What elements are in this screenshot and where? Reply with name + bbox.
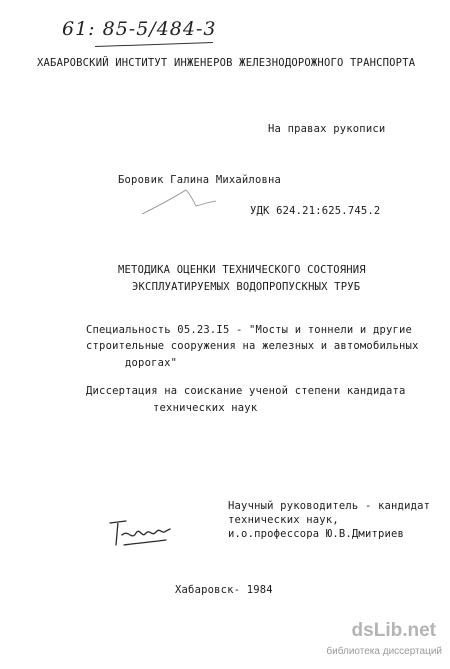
handwritten-signature xyxy=(104,515,176,551)
manuscript-rights-note: На правах рукописи xyxy=(268,123,386,135)
watermark xyxy=(326,620,450,669)
dissertation-degree-line2: технических наук xyxy=(153,402,258,414)
author-name: Боровик Галина Михайловна xyxy=(118,174,282,186)
dissertation-title-line1: МЕТОДИКА ОЦЕНКИ ТЕХНИЧЕСКОГО СОСТОЯНИЯ xyxy=(118,264,366,276)
supervisor-line3: и.о.профессора Ю.В.Дмитриев xyxy=(228,528,405,540)
supervisor-line1: Научный руководитель - кандидат xyxy=(228,500,431,512)
supervisor-line2: технических наук, xyxy=(228,514,339,526)
archive-underline xyxy=(95,42,213,47)
institution-heading: ХАБАРОВСКИЙ ИНСТИТУТ ИНЖЕНЕРОВ ЖЕЛЕЗНОДОРОЖНОГО ТРАНСПОРТА xyxy=(37,57,416,69)
specialty-line2: строительные сооружения на железных и автомобильных xyxy=(86,340,419,352)
specialty-line3: дорогах" xyxy=(125,357,178,369)
dissertation-title-line2: ЭКСПЛУАТИРУЕМЫХ ВОДОПРОПУСКНЫХ ТРУБ xyxy=(132,281,361,293)
archive-number: 61: 85-5/484-3 xyxy=(62,18,217,40)
watermark-subtitle: библиотека диссертаций xyxy=(326,646,442,657)
specialty-line1: Специальность 05.23.I5 - "Мосты и тоннели и другие xyxy=(86,324,413,336)
city-year: Хабаровск- 1984 xyxy=(175,584,273,596)
pencil-mark xyxy=(138,188,220,218)
dissertation-degree-line1: Диссертация на соискание ученой степени кандидата xyxy=(86,385,406,397)
watermark-logo: dsLib.net xyxy=(351,620,436,641)
udc-code: УДК 624.21:625.745.2 xyxy=(250,205,381,217)
